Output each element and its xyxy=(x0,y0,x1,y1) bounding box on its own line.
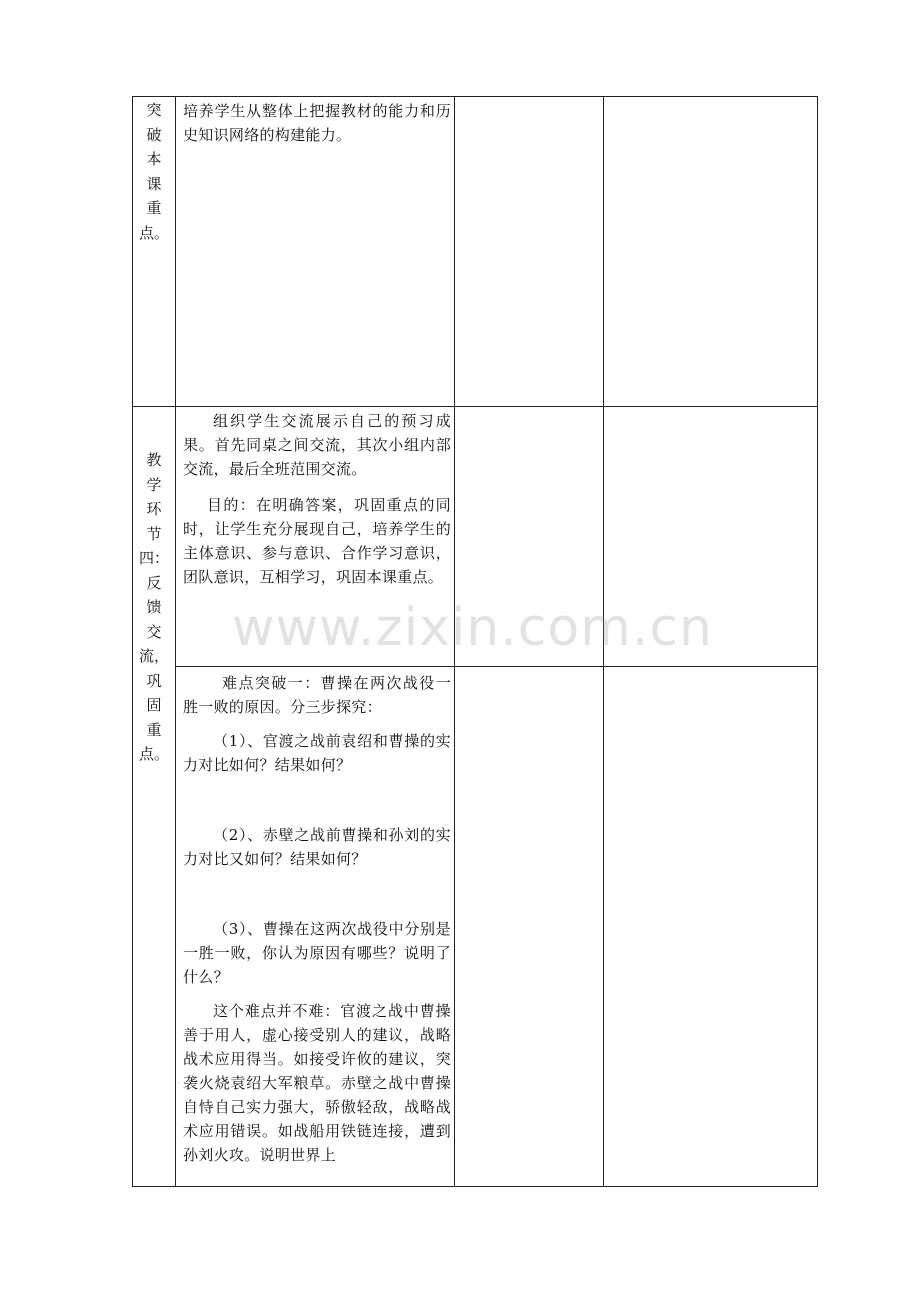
row-2-label-char: 点。 xyxy=(138,745,169,763)
table-border-top xyxy=(132,96,818,97)
row-2-label-char: 教 xyxy=(146,451,162,469)
row-1-label-char: 点。 xyxy=(138,223,169,242)
table-border-bottom xyxy=(132,1186,818,1187)
row-2-label-char: 馈 xyxy=(146,598,162,616)
question-3: （3）、曹操在这两次战役中分别是一胜一败，你认为原因有哪些？说明了什么？ xyxy=(183,920,451,986)
row-2-label-char: 反 xyxy=(146,573,162,592)
row-2-label-char: 固 xyxy=(146,696,162,714)
question-1: （1）、官渡之战前袁绍和曹操的实力对比如何？结果如何？ xyxy=(183,732,451,774)
difficulty-answer: 这个难点并不难：官渡之战中曹操善于用人，虚心接受别人的建议，战略战术应用得当。如接受许攸的建议，突袭火烧袁绍大军粮草。赤壁之战中曹操自恃自己实力强大，骄傲轻敌，战略战术应用错误。如战船用铁链连接，遭到孙刘火攻。说明世界上 xyxy=(183,1002,451,1164)
row-divider-1 xyxy=(132,406,818,407)
row-1-label xyxy=(134,98,174,245)
row-1-label-char: 破 xyxy=(146,125,162,144)
row-1-label-char: 课 xyxy=(146,174,162,193)
row-divider-2 xyxy=(175,666,818,667)
row-2-label xyxy=(134,448,174,767)
table-border-right xyxy=(817,96,818,1187)
row-2-label-char: 交 xyxy=(146,622,162,641)
row-1-text: 培养学生从整体上把握教材的能力和历史知识网络的构建能力。 xyxy=(183,102,451,144)
difficulty-intro: 难点突破一：曹操在两次战役一胜一败的原因。分三步探究： xyxy=(183,674,451,716)
row-2-label-char: 学 xyxy=(146,475,162,494)
row-2-label-char: 节 xyxy=(146,524,162,543)
row-3-content xyxy=(183,671,451,1167)
row-2-label-char: 重 xyxy=(146,720,162,739)
row-2-paragraph-2: 目的：在明确答案，巩固重点的同时，让学生充分展现自己，培养学生的主体意识、参与意识、合作学习意识，团队意识，互相学习，巩固本课重点。 xyxy=(183,496,451,586)
watermark: www.zixin.com.cn xyxy=(232,598,713,658)
row-2-label-char: 流， xyxy=(138,647,169,665)
row-1-content xyxy=(183,99,451,147)
row-2-content xyxy=(183,409,451,589)
row-2-label-char: 巩 xyxy=(146,671,162,690)
question-2: （2）、赤壁之战前曹操和孙刘的实力对比又如何？结果如何？ xyxy=(183,826,451,868)
column-divider-1 xyxy=(175,96,176,1187)
row-2-label-char: 四： xyxy=(138,549,169,567)
row-1-label-char: 本 xyxy=(146,150,162,168)
table-border-left xyxy=(132,96,133,1187)
row-2-label-char: 环 xyxy=(146,500,162,518)
row-1-label-char: 突 xyxy=(146,101,162,119)
row-1-label-char: 重 xyxy=(146,199,162,217)
row-2-paragraph-1: 组织学生交流展示自己的预习成果。首先同桌之间交流，其次小组内部交流，最后全班范围交流。 xyxy=(183,412,451,478)
